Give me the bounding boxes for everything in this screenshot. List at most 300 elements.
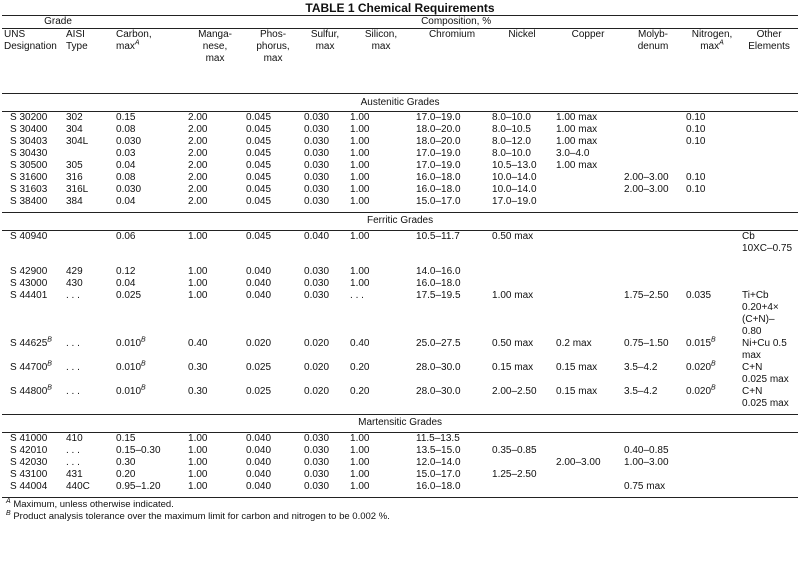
cell-value: 0.030 [304,468,330,480]
grade-header: Grade [2,16,114,29]
cell-value: 0.30 [188,362,208,373]
cell-value: 11.5–13.5 [416,432,460,444]
cell-chromium [414,184,490,196]
cell-value: 8.0–12.0 [492,136,531,147]
cell-copper [554,469,622,481]
cell-nickel [490,362,554,386]
col-header-line: denum [637,41,669,52]
cell-value: 1.00 [350,456,370,468]
col-header-manganese [186,29,244,94]
cell-aisi-type [64,481,114,493]
table-row [2,432,798,445]
cell-nickel [490,457,554,469]
cell-sulfur [302,481,348,493]
cell-line: Cb [742,230,755,242]
cell-value: 305 [66,160,83,171]
cell-nickel [490,469,554,481]
cell-aisi-type [64,184,114,196]
cell-nitrogen [684,469,740,481]
cell-sulfur [302,230,348,266]
cell-value: 316L [66,184,89,195]
table-row [2,136,798,148]
cell-value: 1.00 [350,124,370,135]
cell-value: 2.00 [188,112,208,123]
cell-aisi-type [64,432,114,445]
sup-a-mark: A [134,39,140,47]
cell-value: 0.10 [686,184,706,195]
cell-nitrogen [684,148,740,160]
cell-value: . . . [66,290,80,301]
cell-value: 17.0–19.0 [492,196,537,207]
cell-nitrogen [684,266,740,278]
col-header-line: max [205,53,225,64]
cell-carbon [114,160,186,172]
cell-uns-designation [2,160,64,172]
table-row [2,172,798,184]
group-title: Ferritic Grades [367,215,434,226]
col-header-line: AISI [66,29,85,40]
cell-other-elements [740,148,798,160]
cell-value: 2.00 [188,148,208,159]
cell-aisi-type [64,172,114,184]
cell-value: 430 [66,278,83,289]
group-header-row [2,212,798,230]
cell-nitrogen [684,230,740,266]
table-row [2,230,798,266]
cell-aisi-type [64,160,114,172]
col-header-line: phorus, [256,41,290,52]
cell-nickel [490,266,554,278]
sup-b-mark: B [47,336,52,344]
cell-carbon [114,469,186,481]
col-header-copper [554,29,622,94]
cell-manganese [186,481,244,493]
cell-sulfur [302,457,348,469]
cell-molybdenum [622,172,684,184]
cell-value: . . . [66,456,80,468]
cell-value: 0.040 [246,290,272,301]
cell-value: 1.25–2.50 [492,468,537,480]
cell-uns-designation [2,112,64,125]
cell-nickel [490,112,554,125]
cell-value: 0.04 [116,160,136,171]
cell-value: 2.00–3.00 [556,456,601,468]
cell-value: 304 [66,124,83,135]
cell-sulfur [302,432,348,445]
cell-nitrogen [684,290,740,338]
cell-copper [554,290,622,338]
cell-nickel [490,432,554,445]
table-row [2,386,798,410]
col-header-nickel [490,29,554,94]
cell-value: 0.020 [246,338,272,349]
cell-value: S 42010 [10,444,48,456]
cell-carbon [114,172,186,184]
cell-value: 0.045 [246,184,272,195]
cell-sulfur [302,338,348,362]
cell-carbon [114,266,186,278]
cell-carbon [114,196,186,208]
cell-silicon [348,290,414,338]
cell-phosphorus [244,230,302,266]
cell-other-elements [740,160,798,172]
cell-value: 0.040 [246,444,272,456]
group-title: Martensitic Grades [358,417,443,428]
cell-value: 0.40 [188,338,208,349]
cell-silicon [348,160,414,172]
cell-value: 1.00 [350,468,370,480]
sup-a-mark: A [719,39,724,47]
cell-value: 1.00 [188,456,208,468]
cell-value: 0.10 [686,136,706,147]
cell-molybdenum [622,432,684,445]
table-row [2,457,798,469]
cell-value: 304L [66,136,89,147]
cell-value: 0.020 [304,338,330,349]
cell-carbon [114,290,186,338]
cell-value: S 38400 [10,196,48,207]
cell-copper [554,124,622,136]
cell-molybdenum [622,278,684,290]
cell-value: 0.030 [304,456,330,468]
cell-nickel [490,481,554,493]
cell-value: 1.00 [188,290,208,301]
header-group-row [2,16,798,29]
cell-value: S 44625 [10,338,48,349]
cell-value: 429 [66,266,83,277]
cell-value: 410 [66,432,83,444]
cell-phosphorus [244,184,302,196]
col-header-chromium [414,29,490,94]
cell-manganese [186,386,244,410]
cell-value: 0.10 [686,112,706,123]
cell-value: 18.0–20.0 [416,124,461,135]
cell-molybdenum [622,184,684,196]
cell-value: 0.030 [304,278,330,289]
cell-uns-designation [2,386,64,410]
cell-carbon [114,230,186,266]
cell-value: 1.00 [350,136,370,147]
cell-value: S 31603 [10,184,48,195]
cell-uns-designation [2,266,64,278]
col-header-line: UNS [4,29,26,40]
cell-other-elements [740,172,798,184]
table-title: TABLE 1 Chemical Requirements [305,1,495,15]
cell-manganese [186,124,244,136]
column-header-row [2,29,798,94]
cell-value: S 30400 [10,124,48,135]
cell-manganese [186,338,244,362]
cell-value: 15.0–17.0 [416,468,461,480]
cell-uns-designation [2,230,64,266]
cell-manganese [186,445,244,457]
cell-value: 0.2 max [556,338,592,349]
cell-chromium [414,457,490,469]
cell-other-elements [740,230,798,266]
cell-nitrogen [684,184,740,196]
cell-copper [554,266,622,278]
cell-value: 0.040 [246,432,272,444]
cell-value: 0.04 [116,196,136,207]
cell-value: 2.00 [188,184,208,195]
cell-value: 1.00 [188,480,208,492]
cell-other-elements [740,445,798,457]
cell-molybdenum [622,160,684,172]
table-row [2,184,798,196]
cell-value: 1.00 [350,444,370,456]
cell-value: 28.0–30.0 [416,386,461,397]
cell-value: 10.5–13.0 [492,160,537,171]
cell-nickel [490,124,554,136]
cell-value: 17.5–19.5 [416,290,461,301]
cell-silicon [348,172,414,184]
cell-nitrogen [684,445,740,457]
cell-silicon [348,112,414,125]
spacer-row [2,493,798,497]
cell-value: 2.00 [188,160,208,171]
sup-b-mark: B [141,360,146,368]
cell-value: 0.12 [116,266,136,277]
cell-value: . . . [66,386,80,397]
cell-line: (C+N)–0.80 [742,314,775,337]
cell-nitrogen [684,432,740,445]
cell-chromium [414,386,490,410]
cell-silicon [348,278,414,290]
cell-copper [554,196,622,208]
cell-silicon [348,338,414,362]
cell-value: S 30430 [10,148,48,159]
cell-nickel [490,136,554,148]
cell-value: 0.030 [304,136,330,147]
cell-aisi-type [64,338,114,362]
cell-value: 18.0–20.0 [416,136,461,147]
cell-silicon [348,457,414,469]
cell-value: 0.045 [246,196,272,207]
cell-carbon [114,457,186,469]
cell-other-elements [740,196,798,208]
cell-carbon [114,112,186,125]
cell-chromium [414,136,490,148]
cell-molybdenum [622,266,684,278]
cell-value: 0.10 [686,124,706,135]
cell-value: 0.040 [246,468,272,480]
cell-value: 0.15–0.30 [116,444,161,456]
cell-value: 0.025 [246,386,272,397]
cell-value: 0.025 [246,362,272,373]
table-row [2,481,798,493]
cell-uns-designation [2,196,64,208]
cell-value: S 44700 [10,362,48,373]
cell-nitrogen [684,338,740,362]
cell-phosphorus [244,338,302,362]
cell-value: 0.030 [304,172,330,183]
cell-value: 384 [66,196,83,207]
cell-silicon [348,136,414,148]
cell-value: S 30403 [10,136,48,147]
cell-manganese [186,266,244,278]
sup-b-mark: B [47,360,52,368]
cell-value: 17.0–19.0 [416,112,461,123]
cell-carbon [114,136,186,148]
cell-copper [554,148,622,160]
cell-value: 3.5–4.2 [624,362,658,373]
cell-uns-designation [2,148,64,160]
cell-carbon [114,148,186,160]
cell-nickel [490,230,554,266]
col-header-line: Elements [748,41,790,52]
sup-b-mark: B [47,384,52,392]
cell-aisi-type [64,112,114,125]
cell-carbon [114,124,186,136]
col-header-line: max [116,41,135,52]
cell-value: 16.0–18.0 [416,480,461,492]
cell-value: 0.020 [304,386,330,397]
cell-value: 0.045 [246,230,272,242]
cell-value: 1.00 [350,278,370,289]
cell-phosphorus [244,457,302,469]
cell-manganese [186,230,244,266]
cell-value: 0.045 [246,124,272,135]
cell-nitrogen [684,172,740,184]
footnote-b-text: Product analysis tolerance over the maximum limit for carbon and nitrogen to be 0.002 %. [13,511,390,522]
cell-molybdenum [622,112,684,125]
sup-b-mark: B [711,384,716,392]
cell-aisi-type [64,124,114,136]
cell-sulfur [302,136,348,148]
cell-value: 0.020 [686,386,712,397]
col-header-line: max [371,41,391,52]
col-header-line: max [263,53,283,64]
cell-copper [554,184,622,196]
cell-value: 0.08 [116,124,136,135]
cell-value: 0.03 [116,148,136,159]
cell-aisi-type [64,457,114,469]
col-header-line: Copper [571,29,605,40]
cell-aisi-type [64,230,114,266]
cell-value: S 44401 [10,290,48,301]
cell-sulfur [302,290,348,338]
cell-value: 0.045 [246,148,272,159]
cell-copper [554,457,622,469]
col-header-line: Type [66,41,88,52]
cell-value: 1.00 [350,196,370,207]
table-row [2,112,798,125]
cell-other-elements [740,386,798,410]
cell-molybdenum [622,362,684,386]
cell-manganese [186,184,244,196]
cell-value: 0.15 max [556,386,598,397]
cell-value: . . . [66,362,80,373]
cell-value: S 44004 [10,480,48,492]
cell-value: 0.030 [116,136,142,147]
cell-value: 0.025 [116,290,142,301]
cell-nitrogen [684,136,740,148]
cell-value: 28.0–30.0 [416,362,461,373]
cell-manganese [186,278,244,290]
cell-value: 25.0–27.5 [416,338,461,349]
cell-value: 0.08 [116,172,136,183]
cell-value: S 43100 [10,468,48,480]
cell-value: 1.00 [350,172,370,183]
cell-chromium [414,112,490,125]
cell-line: 0.025 max [742,374,789,385]
cell-value: 440C [66,480,90,492]
cell-phosphorus [244,112,302,125]
cell-uns-designation [2,481,64,493]
cell-nickel [490,386,554,410]
col-header-line: Designation [4,41,57,52]
cell-value: 0.30 [116,456,136,468]
cell-value: 0.04 [116,278,136,289]
cell-nitrogen [684,457,740,469]
footnote-b [6,511,390,523]
cell-value: 16.0–18.0 [416,278,461,289]
cell-silicon [348,148,414,160]
cell-value: 0.030 [304,196,330,207]
cell-value: 3.0–4.0 [556,148,590,159]
cell-value: 0.95–1.20 [116,480,161,492]
cell-phosphorus [244,481,302,493]
cell-value: 431 [66,468,83,480]
cell-value: 0.030 [304,184,330,195]
cell-other-elements [740,136,798,148]
cell-silicon [348,481,414,493]
cell-value: 2.00–2.50 [492,386,537,397]
cell-molybdenum [622,290,684,338]
cell-aisi-type [64,362,114,386]
cell-value: 0.045 [246,112,272,123]
cell-value: 0.015 [686,338,712,349]
cell-value: 0.030 [116,184,142,195]
cell-value: 2.00 [188,196,208,207]
cell-value: 0.40–0.85 [624,444,669,456]
chemical-requirements-table [2,15,798,497]
cell-chromium [414,290,490,338]
cell-value: 0.010 [116,338,142,349]
cell-value: 0.030 [304,444,330,456]
cell-value: 1.00 [350,230,370,242]
cell-sulfur [302,278,348,290]
cell-other-elements [740,432,798,445]
cell-manganese [186,432,244,445]
cell-silicon [348,266,414,278]
col-header-line: Nitrogen, [691,29,733,40]
cell-value: S 42900 [10,266,48,277]
cell-copper [554,445,622,457]
cell-uns-designation [2,432,64,445]
cell-other-elements [740,338,798,362]
group-header-row [2,414,798,432]
cell-copper [554,160,622,172]
col-header-uns-designation [2,29,64,94]
cell-value: 1.00 [188,266,208,277]
cell-sulfur [302,196,348,208]
cell-sulfur [302,386,348,410]
cell-molybdenum [622,386,684,410]
cell-manganese [186,136,244,148]
cell-value: 0.030 [304,124,330,135]
composition-header: Composition, % [114,16,798,29]
cell-value: 10.0–14.0 [492,184,537,195]
sup-b-mark: B [711,360,716,368]
cell-sulfur [302,172,348,184]
col-header-line: Molyb- [638,29,669,40]
cell-molybdenum [622,136,684,148]
col-header-line: Nickel [508,29,536,40]
group-title: Austenitic Grades [360,96,440,108]
cell-silicon [348,362,414,386]
cell-nitrogen [684,386,740,410]
